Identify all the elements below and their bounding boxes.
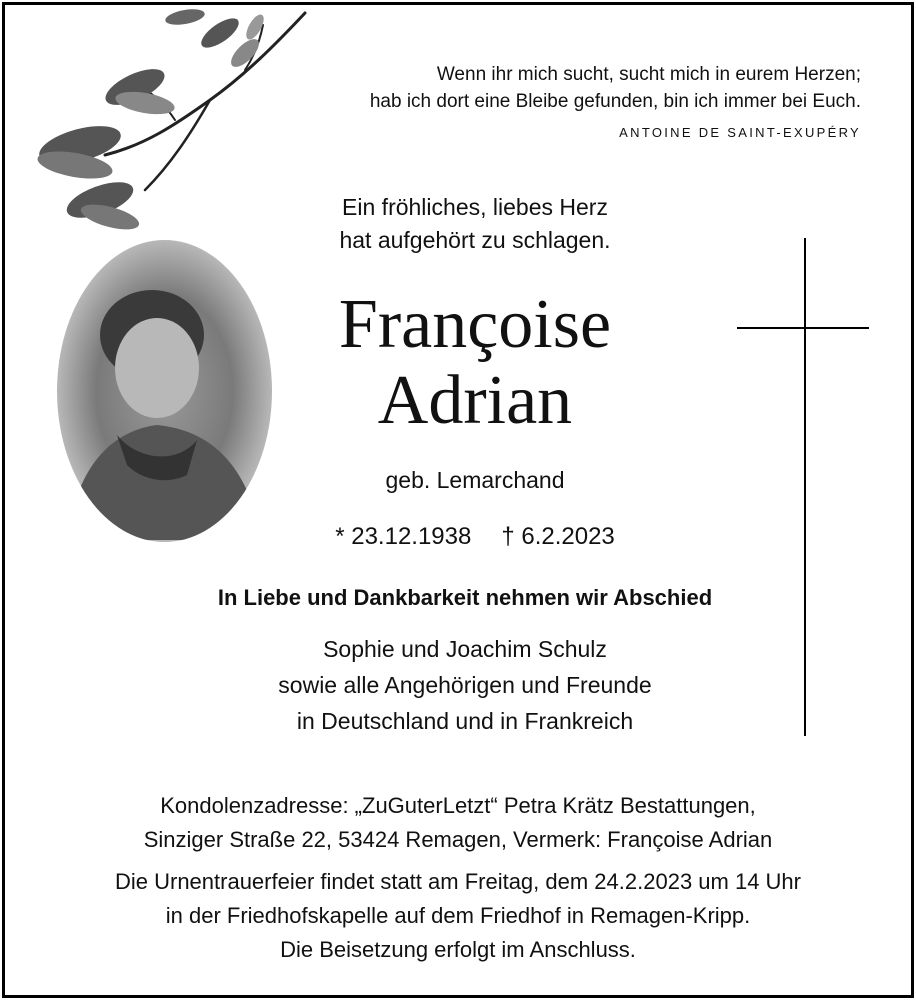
life-dates [235, 523, 715, 551]
condolence-line-1: Kondolenzadresse: „ZuGuterLetzt“ Petra Krätz Bestattungen, [160, 793, 756, 818]
farewell-heading: In Liebe und Dankbarkeit nehmen wir Abschied [217, 585, 713, 610]
quote-block [241, 61, 861, 115]
death-date: † 6.2.2023 [501, 523, 615, 550]
mourner-line: Sophie und Joachim Schulz [323, 636, 607, 662]
quote-author: ANTOINE DE SAINT-EXUPÉRY [619, 125, 861, 140]
intro-line-1: Ein fröhliches, liebes Herz [342, 194, 608, 220]
quote-line-1: Wenn ihr mich sucht, sucht mich in eurem Herzen; [436, 64, 861, 85]
birth-date: * 23.12.1938 [335, 523, 472, 550]
mourners-list [145, 631, 785, 739]
intro-text [235, 191, 715, 257]
condolence-line-2: Sinziger Straße 22, 53424 Remagen, Vermerk: Françoise Adrian [143, 827, 773, 852]
mourner-line: in Deutschland und in Frankreich [296, 708, 634, 734]
last-name: Adrian [377, 362, 573, 439]
quote-line-2: hab ich dort eine Bleibe gefunden, bin ich immer bei Euch. [369, 91, 861, 112]
first-name: Françoise [338, 286, 612, 363]
mourner-line: sowie alle Angehörigen und Freunde [278, 672, 652, 698]
maiden-name: geb. Lemarchand [385, 467, 565, 493]
service-line-3: Die Beisetzung erfolgt im Anschluss. [280, 937, 636, 962]
intro-line-2: hat aufgehört zu schlagen. [339, 227, 611, 253]
service-info [25, 865, 891, 967]
condolence-address [25, 789, 891, 857]
service-line-2: in der Friedhofskapelle auf dem Friedhof in Remagen-Kripp. [165, 903, 751, 928]
service-line-1: Die Urnentrauerfeier findet statt am Freitag, dem 24.2.2023 um 14 Uhr [114, 869, 801, 894]
deceased-name [235, 287, 715, 439]
obituary-notice [2, 2, 914, 998]
